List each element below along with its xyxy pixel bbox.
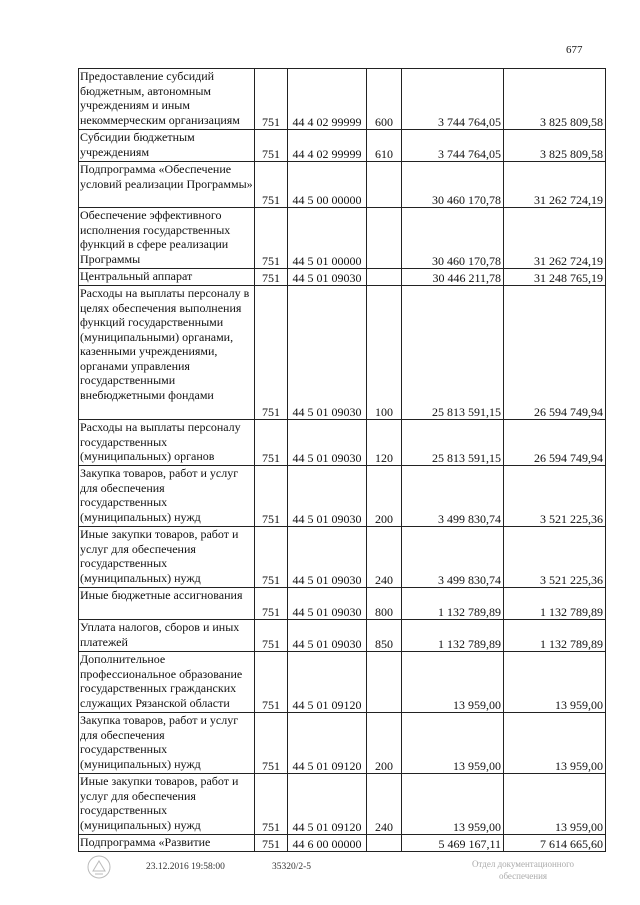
row-type (367, 208, 402, 269)
row-sum-1: 3 744 764,05 (402, 130, 504, 162)
row-ministry: 751 (255, 713, 288, 774)
table-row (79, 420, 606, 466)
row-sum-2: 1 132 789,89 (504, 588, 606, 620)
row-name: Субсидии бюджетным учреждениям (79, 130, 255, 162)
row-ministry: 751 (255, 774, 288, 835)
row-target: 44 6 00 00000 (288, 835, 367, 852)
row-type: 120 (367, 420, 402, 466)
table-row (79, 269, 606, 286)
row-ministry: 751 (255, 269, 288, 286)
row-ministry: 751 (255, 286, 288, 420)
row-name: Иные закупки товаров, работ и услуг для обеспечения государственных (муниципальных) нужд (79, 527, 255, 588)
budget-table (78, 68, 606, 852)
row-type: 800 (367, 588, 402, 620)
row-ministry: 751 (255, 527, 288, 588)
row-type: 240 (367, 774, 402, 835)
row-type (367, 269, 402, 286)
row-type (367, 162, 402, 208)
row-target: 44 5 01 09030 (288, 527, 367, 588)
row-target: 44 5 01 09030 (288, 269, 367, 286)
row-target: 44 5 01 09030 (288, 286, 367, 420)
table-row (79, 835, 606, 852)
table-row (79, 69, 606, 130)
row-target: 44 5 01 09030 (288, 620, 367, 652)
row-sum-2: 13 959,00 (504, 713, 606, 774)
row-target: 44 5 01 09030 (288, 420, 367, 466)
row-sum-1: 30 460 170,78 (402, 208, 504, 269)
footer-stamp: Отдел документационного обеспечения (471, 859, 575, 881)
row-sum-1: 5 469 167,11 (402, 835, 504, 852)
table-row (79, 162, 606, 208)
row-type: 200 (367, 713, 402, 774)
footer-doc-number: 35320/2-5 (272, 862, 312, 872)
row-target: 44 5 00 00000 (288, 162, 367, 208)
table-row (79, 713, 606, 774)
row-sum-2: 31 248 765,19 (504, 269, 606, 286)
row-sum-1: 13 959,00 (402, 774, 504, 835)
table-row (79, 466, 606, 527)
row-sum-2: 13 959,00 (504, 652, 606, 713)
row-name: Расходы на выплаты персоналу в целях обеспечения выполнения функций государственными (муниципальными) органами, казенными учреждениями, органами управления государственными внебюджетными фондами (79, 286, 255, 420)
row-sum-1: 30 446 211,78 (402, 269, 504, 286)
row-name: Дополнительное профессиональное образование государственных гражданских служащих Рязанской области (79, 652, 255, 713)
row-sum-1: 1 132 789,89 (402, 588, 504, 620)
row-ministry: 751 (255, 620, 288, 652)
row-name: Закупка товаров, работ и услуг для обеспечения государственных (муниципальных) нужд (79, 713, 255, 774)
row-target: 44 5 01 09030 (288, 466, 367, 527)
row-ministry: 751 (255, 69, 288, 130)
row-sum-2: 13 959,00 (504, 774, 606, 835)
table-row (79, 620, 606, 652)
row-target: 44 5 01 09120 (288, 713, 367, 774)
row-ministry: 751 (255, 652, 288, 713)
row-sum-2: 3 521 225,36 (504, 466, 606, 527)
table-row (79, 588, 606, 620)
row-type: 850 (367, 620, 402, 652)
row-target: 44 4 02 99999 (288, 69, 367, 130)
row-type (367, 652, 402, 713)
row-type: 600 (367, 69, 402, 130)
row-target: 44 5 01 09120 (288, 652, 367, 713)
row-sum-2: 26 594 749,94 (504, 286, 606, 420)
row-sum-2: 1 132 789,89 (504, 620, 606, 652)
row-type: 240 (367, 527, 402, 588)
row-sum-1: 25 813 591,15 (402, 420, 504, 466)
row-sum-1: 3 499 830,74 (402, 466, 504, 527)
row-sum-1: 13 959,00 (402, 652, 504, 713)
row-sum-2: 7 614 665,60 (504, 835, 606, 852)
row-ministry: 751 (255, 420, 288, 466)
row-sum-2: 3 825 809,58 (504, 130, 606, 162)
footer-timestamp: 23.12.2016 19:58:00 (146, 862, 225, 872)
row-name: Обеспечение эффективного исполнения государственных функций в сфере реализации Программы (79, 208, 255, 269)
row-sum-1: 25 813 591,15 (402, 286, 504, 420)
row-sum-2: 31 262 724,19 (504, 162, 606, 208)
table-row (79, 652, 606, 713)
row-name: Иные бюджетные ассигнования (79, 588, 255, 620)
row-type: 610 (367, 130, 402, 162)
row-ministry: 751 (255, 130, 288, 162)
row-name: Закупка товаров, работ и услуг для обеспечения государственных (муниципальных) нужд (79, 466, 255, 527)
row-type: 100 (367, 286, 402, 420)
row-sum-2: 31 262 724,19 (504, 208, 606, 269)
row-sum-1: 30 460 170,78 (402, 162, 504, 208)
emblem-icon (86, 854, 112, 880)
budget-table-body (79, 69, 606, 852)
row-sum-1: 1 132 789,89 (402, 620, 504, 652)
row-sum-1: 13 959,00 (402, 713, 504, 774)
row-sum-2: 26 594 749,94 (504, 420, 606, 466)
row-name: Расходы на выплаты персоналу государственных (муниципальных) органов (79, 420, 255, 466)
row-type: 200 (367, 466, 402, 527)
row-ministry: 751 (255, 835, 288, 852)
row-type (367, 835, 402, 852)
row-name: Подпрограмма «Обеспечение условий реализации Программы» (79, 162, 255, 208)
row-sum-1: 3 744 764,05 (402, 69, 504, 130)
table-row (79, 527, 606, 588)
table-row (79, 208, 606, 269)
row-name: Центральный аппарат (79, 269, 255, 286)
row-ministry: 751 (255, 588, 288, 620)
row-ministry: 751 (255, 162, 288, 208)
page-number: 677 (566, 44, 583, 56)
table-row (79, 130, 606, 162)
row-name: Иные закупки товаров, работ и услуг для обеспечения государственных (муниципальных) нужд (79, 774, 255, 835)
row-sum-2: 3 825 809,58 (504, 69, 606, 130)
table-row (79, 286, 606, 420)
row-target: 44 5 01 00000 (288, 208, 367, 269)
row-name: Уплата налогов, сборов и иных платежей (79, 620, 255, 652)
row-name: Предоставление субсидий бюджетным, автономным учреждениям и иным некоммерческим организациям (79, 69, 255, 130)
row-sum-2: 3 521 225,36 (504, 527, 606, 588)
table-row (79, 774, 606, 835)
row-ministry: 751 (255, 208, 288, 269)
row-target: 44 4 02 99999 (288, 130, 367, 162)
row-target: 44 5 01 09120 (288, 774, 367, 835)
row-ministry: 751 (255, 466, 288, 527)
row-sum-1: 3 499 830,74 (402, 527, 504, 588)
row-target: 44 5 01 09030 (288, 588, 367, 620)
row-name: Подпрограмма «Развитие (79, 835, 255, 852)
